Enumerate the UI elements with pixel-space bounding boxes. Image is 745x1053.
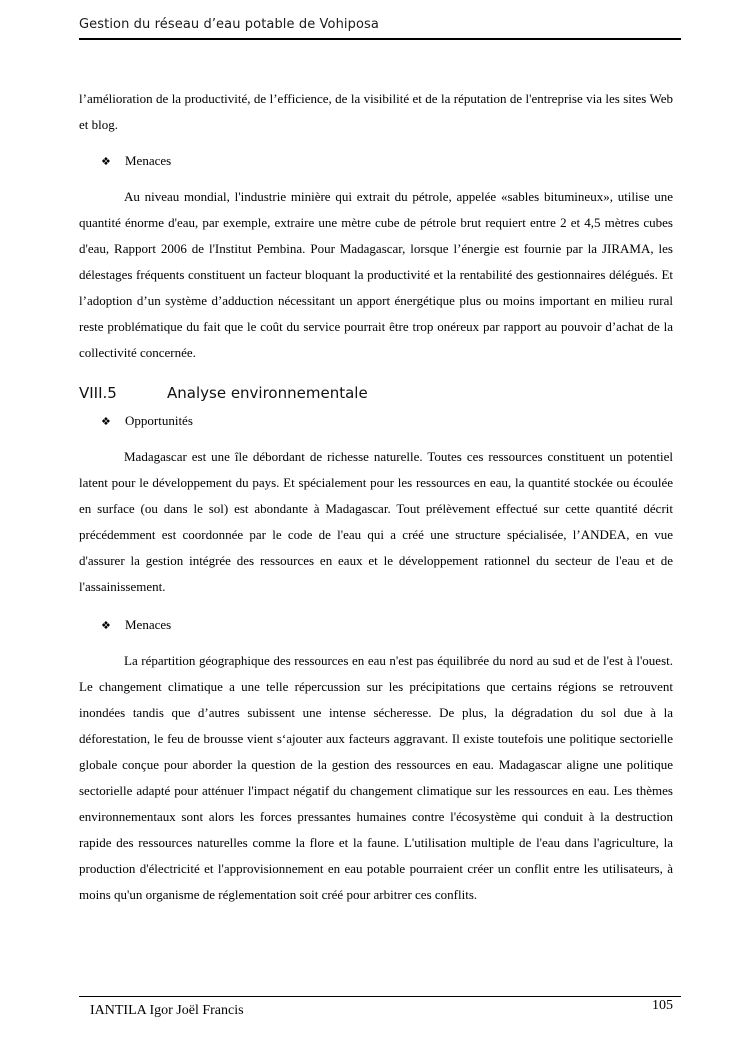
bullet-heading-menaces	[79, 148, 673, 174]
intro-paragraph: l’amélioration de la productivité, de l’efficience, de la visibilité et de la réputation de l'entreprise via les sites Web et blog.	[79, 91, 673, 132]
bullet-heading-menaces	[79, 612, 673, 638]
page-number: 105	[652, 998, 673, 1013]
section-heading	[79, 378, 673, 408]
menaces-environment-paragraph: La répartition géographique des ressources en eau n'est pas équilibrée du nord au sud et de l'est à l'ouest. Le changement climatique a une telle répercussion sur les précipitations que certains régions se retrouvent inondées tandis que d’autres subissent une intense sécheresse. De plus, la dégradation du sol due à la déforestation, le feu de brousse vient s‘ajouter aux facteurs aggravant. Il existe toutefois une politique sectorielle globale conçue pour aborder la question de la gestion des ressources en eau. Madagascar aligne une politique sectorielle adapté pour atténuer l'impact négatif du changement climatique sur les ressources en eau. Les thèmes environnementaux sont alors les forces pressantes humaines contre l'écosystème qui conduit à la destruction rapide des ressources naturelles comme la flore et la faune. L'utilisation multiple de l'eau dans l'agriculture, la production d'électricité et l'approvisionnement en eau potable pourraient créer un conflit entre les utilisateurs, à moins qu'un organisme de réglementation soit créé pour arbitrer ces conflits.	[79, 653, 673, 902]
page-header	[79, 16, 681, 40]
menaces-paragraph: Au niveau mondial, l'industrie minière qui extrait du pétrole, appelée «sables bitumineux», utilise une quantité énorme d'eau, par exemple, extraire une mètre cube de pétrole brut requiert entre 2 et 4,5 mètres cubes d'eau, Rapport 2006 de l'Institut Pembina. Pour Madagascar, lorsque l’énergie est fournie par la JIRAMA, les délestages fréquents constituent un facteur bloquant la productivité et la rentabilité des gestionnaires délégués. Et l’adoption d’un système d’adduction nécessitant un apport énergétique plus ou moins important en milieu rural reste problématique du fait que le coût du service pourrait être trop onéreux par rapport au pouvoir d’achat de la collectivité concernée.	[79, 189, 673, 360]
page-footer	[79, 996, 681, 1027]
page-content	[79, 86, 673, 908]
document-title: Gestion du réseau d’eau potable de Vohiposa	[79, 17, 379, 32]
diamond-bullet-icon: ❖	[101, 155, 111, 168]
section-title: Analyse environnementale	[167, 384, 368, 402]
diamond-bullet-icon: ❖	[101, 619, 111, 632]
author-name: IANTILA Igor Joël Francis	[90, 1003, 244, 1018]
bullet-heading-opportunites	[79, 408, 673, 434]
bullet-label: Menaces	[125, 153, 172, 168]
section-number: VIII.5	[79, 384, 117, 402]
bullet-label: Menaces	[125, 617, 172, 632]
opportunites-paragraph: Madagascar est une île débordant de richesse naturelle. Toutes ces ressources constituent un potentiel latent pour le développement du pays. Et spécialement pour les ressources en eau, la quantité stockée ou écoulée en surface (ou dans le sol) est abondante à Madagascar. Tout prélèvement effectué sur cette quantité décrit précédemment est coordonnée par le code de l'eau qui a créé une structure spécialisée, l’ANDEA, en vue d'assurer la gestion intégrée des ressources en eaux et le développement rationnel du secteur de l'eau et de l'assainissement.	[79, 449, 673, 594]
diamond-bullet-icon: ❖	[101, 415, 111, 428]
bullet-label: Opportunités	[125, 413, 193, 428]
